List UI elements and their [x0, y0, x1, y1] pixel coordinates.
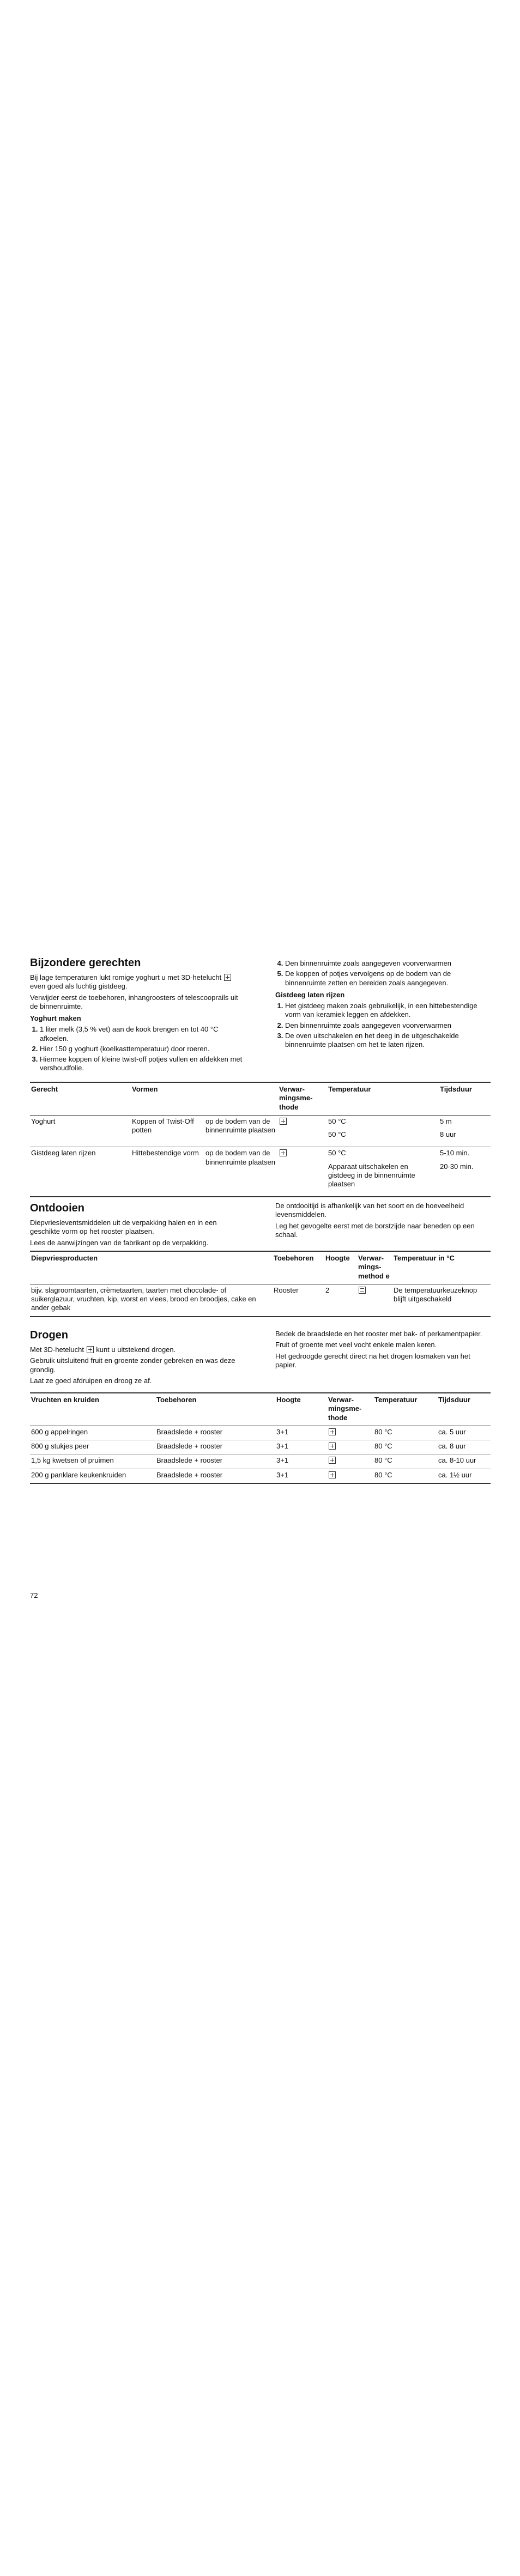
- time-cell: ca. 8 uur: [437, 1440, 491, 1454]
- table-header-row: [30, 1082, 491, 1115]
- dish-cell: Gistdeeg laten rijzen: [30, 1147, 131, 1197]
- dish-cell: Yoghurt: [30, 1115, 131, 1147]
- table-row: [30, 1440, 491, 1454]
- level-cell: 3+1: [275, 1440, 327, 1454]
- accessory-cell: Braadslede + rooster: [155, 1469, 275, 1483]
- level-cell: 2: [324, 1284, 357, 1316]
- page-number: 72: [30, 1591, 38, 1599]
- product-cell: bijv. slagroomtaarten, crèmetaarten, taarten met chocolade- of suikerglazuur, vruchten, kip, worst en vlees, brood en broodjes, cake en ander gebak: [30, 1284, 273, 1316]
- time-cell: ca. 8-10 uur: [437, 1454, 491, 1469]
- defrost-right-p2: Leg het gevogelte eerst met de borstzijde naar beneden op een schaal.: [275, 1221, 475, 1239]
- 3d-hot-air-icon: [329, 1457, 336, 1464]
- column-header: Verwar-mingsme-thode: [327, 1393, 373, 1426]
- dough-heading: Gistdeeg laten rijzen: [275, 990, 345, 999]
- dough-steps: [275, 1002, 491, 1049]
- special-table: [30, 1082, 491, 1197]
- yoghurt-step: 5. De koppen of potjes vervolgens op de bodem van de binnenruimte zetten en bereiden zoals aangegeven.: [285, 969, 491, 987]
- heating-cell: [327, 1426, 373, 1440]
- place-cell: op de bodem van de binnenruimte plaatsen: [204, 1147, 278, 1197]
- time-cell: 5-10 min. 20-30 min.: [439, 1147, 491, 1197]
- column-header: Vruchten en kruiden: [30, 1393, 155, 1426]
- yoghurt-steps-a: [30, 1025, 245, 1072]
- level-cell: 3+1: [275, 1469, 327, 1483]
- 3d-hot-air-icon: [329, 1442, 336, 1450]
- special-title: Bijzondere gerechten: [30, 957, 141, 969]
- table-row: [30, 1284, 491, 1316]
- yoghurt-steps-b: [275, 959, 491, 987]
- defrost-left-column: [30, 1202, 245, 1250]
- heating-cell: [327, 1469, 373, 1483]
- temperature-cell: De temperatuurkeuzeknop blijft uitgeschakeld: [392, 1284, 491, 1316]
- column-header: Vormen: [131, 1082, 204, 1115]
- heating-cell: [357, 1284, 392, 1316]
- dough-step: 2. Den binnenruimte zoals aangegeven voorverwarmen: [285, 1021, 491, 1030]
- temperature-cell: 80 °C: [373, 1469, 437, 1483]
- special-right-column: [275, 959, 491, 1051]
- heating-cell: [327, 1440, 373, 1454]
- drying-left-p2: Gebruik uitsluitend fruit en groente zonder gebreken en was deze grondig.: [30, 1356, 235, 1374]
- defrost-table: [30, 1251, 491, 1317]
- defrost-left-p2: Lees de aanwijzingen van de fabrikant op de verpakking.: [30, 1238, 209, 1247]
- defrost-icon: [359, 1287, 366, 1294]
- table-header-row: [30, 1251, 491, 1284]
- table-row: [30, 1454, 491, 1469]
- yoghurt-step: 4. Den binnenruimte zoals aangegeven voorverwarmen: [285, 959, 491, 968]
- column-header: [204, 1082, 278, 1115]
- drying-right-p2: Fruit of groente met veel vocht enkele malen keren.: [275, 1341, 437, 1349]
- drying-right-p3: Het gedroogde gerecht direct na het drogen losmaken van het papier.: [275, 1351, 470, 1369]
- defrost-title: Ontdooien: [30, 1202, 84, 1214]
- dough-step: 3. De oven uitschakelen en het deeg in de uitgeschakelde binnenruimte plaatsen om het te laten rijzen.: [285, 1032, 491, 1050]
- dough-step: 1. Het gistdeeg maken zoals gebruikelijk, in een hittebestendige vorm van keramiek leggen en afdekken.: [285, 1002, 491, 1020]
- 3d-hot-air-icon: [329, 1471, 336, 1478]
- defrost-left-p1: Diepvriesleventsmiddelen uit de verpakking halen en in een geschikte vorm op het rooster plaatsen.: [30, 1219, 217, 1236]
- drying-left-p1: Met 3D-hetelucht kunt u uitstekend drogen.: [30, 1345, 176, 1354]
- column-header: Tijdsduur: [437, 1393, 491, 1426]
- level-cell: 3+1: [275, 1426, 327, 1440]
- column-header: Temperatuur: [373, 1393, 437, 1426]
- table-row: [30, 1147, 491, 1197]
- level-cell: 3+1: [275, 1454, 327, 1469]
- column-header: Gerecht: [30, 1082, 131, 1115]
- temperature-cell: 80 °C: [373, 1454, 437, 1469]
- column-header: Hoogte: [275, 1393, 327, 1426]
- item-cell: 1,5 kg kwetsen of pruimen: [30, 1454, 155, 1469]
- drying-left-column: [30, 1329, 245, 1387]
- forms-cell: Koppen of Twist-Off potten: [131, 1115, 204, 1147]
- table-header-row: [30, 1393, 491, 1426]
- column-header: Hoogte: [324, 1251, 357, 1284]
- column-header: Verwar-mingsme-thode: [278, 1082, 327, 1115]
- yoghurt-step: 1. 1 liter melk (3,5 % vet) aan de kook brengen en tot 40 °C afkoelen.: [40, 1025, 245, 1043]
- item-cell: 800 g stukjes peer: [30, 1440, 155, 1454]
- table-row: [30, 1115, 491, 1147]
- column-header: Tijdsduur: [439, 1082, 491, 1115]
- special-intro-1: Bij lage temperaturen lukt romige yoghurt u met 3D-hetelucht even goed als luchtig gistdeeg.: [30, 973, 245, 991]
- forms-cell: Hittebestendige vorm: [131, 1147, 204, 1197]
- drying-right-p1: Bedek de braadslede en het rooster met bak- of perkamentpapier.: [275, 1330, 482, 1338]
- item-cell: 600 g appelringen: [30, 1426, 155, 1440]
- drying-title: Drogen: [30, 1329, 68, 1341]
- temperature-cell: 80 °C: [373, 1426, 437, 1440]
- accessory-cell: Rooster: [273, 1284, 324, 1316]
- column-header: Diepvriesproducten: [30, 1251, 273, 1284]
- place-cell: op de bodem van de binnenruimte plaatsen: [204, 1115, 278, 1147]
- special-left-column: [30, 956, 245, 1075]
- table-row: [30, 1469, 491, 1483]
- column-header: Temperatuur: [327, 1082, 439, 1115]
- column-header: Temperatuur in °C: [392, 1251, 491, 1284]
- column-header: Verwar-mings-method e: [357, 1251, 392, 1284]
- defrost-right-column: [275, 1202, 491, 1241]
- yoghurt-step: 2. Hier 150 g yoghurt (koelkasttemperatuur) door roeren.: [40, 1045, 245, 1053]
- time-cell: ca. 1½ uur: [437, 1469, 491, 1483]
- 3d-hot-air-icon: [224, 974, 231, 981]
- yoghurt-step: 3. Hiermee koppen of kleine twist-off potjes vullen en afdekken met vershoudfolie.: [40, 1055, 245, 1073]
- accessory-cell: Braadslede + rooster: [155, 1426, 275, 1440]
- 3d-hot-air-icon: [329, 1428, 336, 1435]
- 3d-hot-air-icon: [280, 1149, 287, 1156]
- drying-left-p3: Laat ze goed afdruipen en droog ze af.: [30, 1376, 152, 1385]
- drying-right-column: [275, 1330, 491, 1372]
- accessory-cell: Braadslede + rooster: [155, 1440, 275, 1454]
- defrost-right-p1: De ontdooitijd is afhankelijk van het soort en de hoeveelheid levensmiddelen.: [275, 1202, 464, 1219]
- time-cell: 5 m 8 uur: [439, 1115, 491, 1147]
- time-cell: ca. 5 uur: [437, 1426, 491, 1440]
- heating-cell: [278, 1147, 327, 1197]
- temperature-cell: 50 °C 50 °C: [327, 1115, 439, 1147]
- special-intro-2: Verwijder eerst de toebehoren, inhangroosters of telescooprails uit de binnenruimte.: [30, 993, 238, 1010]
- item-cell: 200 g panklare keukenkruiden: [30, 1469, 155, 1483]
- heating-cell: [327, 1454, 373, 1469]
- column-header: Toebehoren: [273, 1251, 324, 1284]
- 3d-hot-air-icon: [280, 1118, 287, 1125]
- heating-cell: [278, 1115, 327, 1147]
- accessory-cell: Braadslede + rooster: [155, 1454, 275, 1469]
- 3d-hot-air-icon: [87, 1346, 94, 1353]
- temperature-cell: 50 °C Apparaat uitschakelen en gistdeeg in de binnenruimte plaatsen: [327, 1147, 439, 1197]
- temperature-cell: 80 °C: [373, 1440, 437, 1454]
- table-row: [30, 1426, 491, 1440]
- column-header: Toebehoren: [155, 1393, 275, 1426]
- yoghurt-heading: Yoghurt maken: [30, 1014, 81, 1022]
- drying-table: [30, 1392, 491, 1484]
